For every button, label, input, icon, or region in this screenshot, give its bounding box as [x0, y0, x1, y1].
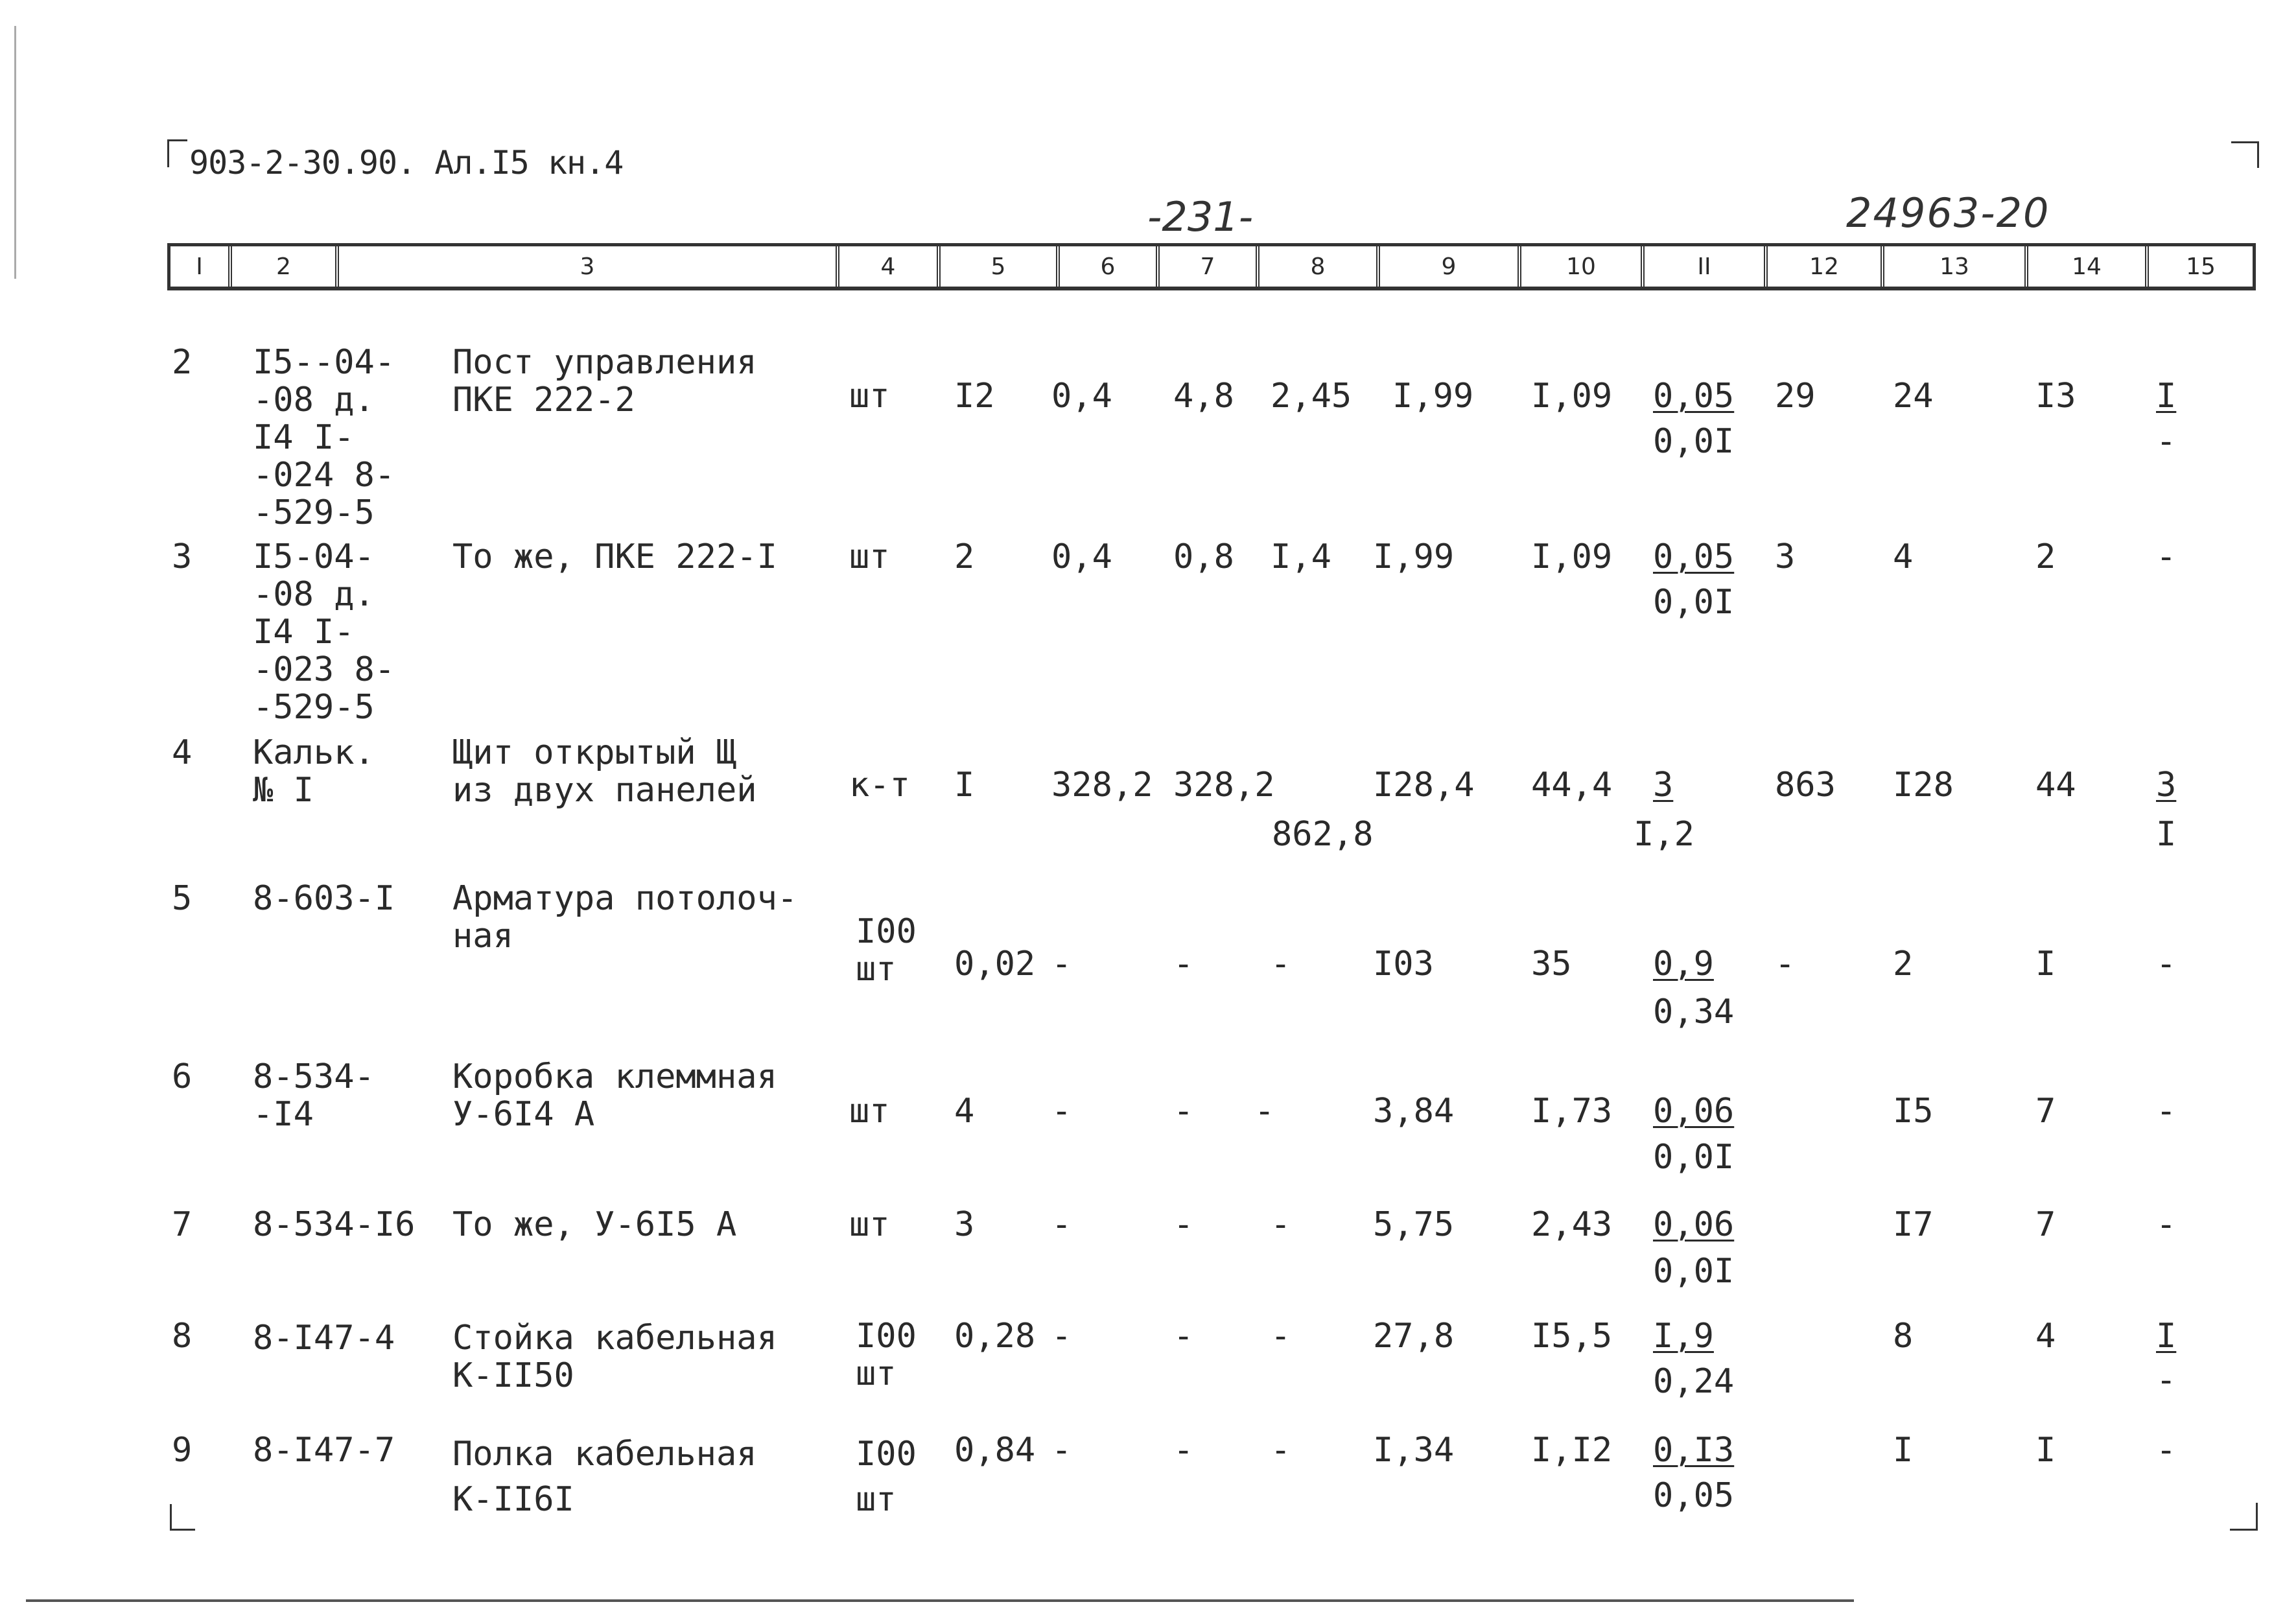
cell-c11-bottom: I,2	[1634, 815, 1694, 854]
column-header: 9	[1380, 246, 1521, 287]
row-number: 5	[172, 879, 193, 918]
column-header: 7	[1160, 246, 1260, 287]
unit: шт	[849, 1205, 890, 1244]
cell-c9: I,99	[1392, 377, 1474, 416]
cell-c8: I,4	[1271, 537, 1331, 576]
row-number: 7	[172, 1205, 193, 1244]
cell-c13: 24	[1893, 377, 1934, 416]
cell-c11-top: 0,06	[1653, 1092, 1735, 1131]
cell-c7: -	[1173, 1205, 1194, 1244]
cell-c8: -	[1271, 1205, 1291, 1244]
cell-c11-top: 0,I3	[1653, 1431, 1735, 1470]
row-number: 6	[172, 1057, 193, 1096]
cell-c11-bottom: 0,0I	[1653, 583, 1735, 622]
column-header: 5	[941, 246, 1060, 287]
column-header-row	[167, 243, 2256, 290]
cell-c15-top: -	[2156, 945, 2177, 983]
cell-c7: -	[1173, 1092, 1194, 1131]
corner-mark-top-right	[2231, 141, 2259, 168]
cell-c14: I	[2035, 945, 2056, 983]
row-number: 2	[172, 343, 193, 382]
unit: I00 шт	[856, 1317, 917, 1393]
cell-c15-top: 3	[2156, 766, 2177, 805]
cell-c11-bottom: 0,0I	[1653, 422, 1735, 461]
cell-c11-bottom: 0,0I	[1653, 1252, 1735, 1291]
column-header: 6	[1060, 246, 1160, 287]
cell-c11-bottom: 0,34	[1653, 993, 1735, 1031]
cell-c6: 0,4	[1051, 377, 1112, 416]
unit: шт	[849, 537, 890, 576]
column-header: 10	[1521, 246, 1645, 287]
item-name: Арматура потолоч- ная	[452, 879, 798, 956]
cell-c6: -	[1051, 1092, 1072, 1131]
cell-c14: 44	[2035, 766, 2076, 805]
norm-code: 8-534-I6	[253, 1205, 416, 1244]
cell-c5: 0,02	[954, 945, 1036, 983]
cell-c6: 0,4	[1051, 537, 1112, 576]
cell-c7: 328,2	[1173, 766, 1275, 805]
cell-c8: -	[1254, 1092, 1275, 1131]
cell-c13: I28	[1893, 766, 1954, 805]
corner-mark-bottom-left	[170, 1504, 195, 1531]
unit: к-т	[849, 766, 910, 805]
cell-c7: -	[1173, 1431, 1194, 1470]
cell-c15-top: -	[2156, 1092, 2177, 1131]
cell-c15-top: -	[2156, 1431, 2177, 1470]
cell-c15-bottom: I	[2156, 815, 2177, 854]
cell-c9: I,34	[1373, 1431, 1455, 1470]
cell-c5: 0,84	[954, 1431, 1036, 1470]
cell-c8: -	[1271, 1317, 1291, 1356]
column-header: 14	[2028, 246, 2149, 287]
cell-c15-bottom: -	[2156, 422, 2177, 461]
cell-c9: I28,4	[1373, 766, 1475, 805]
cell-c9: 27,8	[1373, 1317, 1455, 1356]
norm-code: 8-I47-7	[253, 1431, 395, 1470]
cell-c11-top: 0,05	[1653, 537, 1735, 576]
cell-c11-bottom: 0,24	[1653, 1362, 1735, 1401]
column-header: 2	[232, 246, 339, 287]
cell-c5: 4	[954, 1092, 975, 1131]
cell-c5: I2	[954, 377, 995, 416]
inventory-number: 24963-20	[1846, 189, 2050, 237]
cell-c10: 44,4	[1531, 766, 1613, 805]
cell-c6: -	[1051, 1431, 1072, 1470]
cell-c5: 2	[954, 537, 975, 576]
row-number: 9	[172, 1431, 193, 1470]
cell-c11-top: 0,06	[1653, 1205, 1735, 1244]
norm-code: I5--04- -08 д. I4 I- -024 8- -529-5	[253, 343, 395, 532]
norm-code: 8-534- -I4	[253, 1057, 375, 1134]
cell-c12: 3	[1775, 537, 1796, 576]
item-name: Щит открытый Щ из двух панелей	[452, 733, 757, 810]
cell-c7: 0,8	[1173, 537, 1234, 576]
cell-c7: -	[1173, 945, 1194, 983]
scan-edge-line	[14, 26, 16, 279]
document-code: 903-2-30.90. Ал.I5 кн.4	[189, 144, 624, 182]
norm-code: 8-603-I	[253, 879, 395, 918]
cell-c7: -	[1173, 1317, 1194, 1356]
cell-c6: -	[1051, 1317, 1072, 1356]
item-name: Пост управления ПКЕ 222-2	[452, 343, 757, 419]
cell-c5: I	[954, 766, 975, 805]
cell-c11-bottom: 0,0I	[1653, 1138, 1735, 1177]
norm-code: I5-04- -08 д. I4 I- -023 8- -529-5	[253, 537, 395, 727]
cell-c11-top: 0,9	[1653, 945, 1714, 983]
cell-c10: 2,43	[1531, 1205, 1613, 1244]
cell-c11-bottom: 0,05	[1653, 1476, 1735, 1515]
cell-c14: I	[2035, 1431, 2056, 1470]
cell-c9: I,99	[1373, 537, 1455, 576]
cell-c7: 4,8	[1173, 377, 1234, 416]
column-header: 4	[839, 246, 941, 287]
norm-code: 8-I47-4	[253, 1319, 395, 1358]
cell-c11-top: 0,05	[1653, 377, 1735, 416]
unit: шт	[849, 1092, 890, 1131]
item-name: Стойка кабельная К-II50	[452, 1319, 777, 1395]
column-header: I	[170, 246, 232, 287]
cell-c14: 4	[2035, 1317, 2056, 1356]
column-header: 3	[339, 246, 839, 287]
page-number: -231-	[1147, 193, 1254, 241]
item-name: Полка кабельная К-II6I	[452, 1435, 757, 1519]
cell-c8: -	[1271, 1431, 1291, 1470]
cell-c6: -	[1051, 1205, 1072, 1244]
row-number: 4	[172, 733, 193, 772]
column-header: 8	[1260, 246, 1380, 287]
unit: шт	[849, 377, 890, 416]
row-number: 3	[172, 537, 193, 576]
cell-c10: I,I2	[1531, 1431, 1613, 1470]
cell-c14: 2	[2035, 537, 2056, 576]
cell-c11-top: I,9	[1653, 1317, 1714, 1356]
row-number: 8	[172, 1317, 193, 1356]
cell-c14: 7	[2035, 1092, 2056, 1131]
cell-c10: 35	[1531, 945, 1572, 983]
cell-c8: 862,8	[1272, 815, 1374, 854]
unit: I00 шт	[856, 1435, 917, 1519]
cell-c9: 5,75	[1373, 1205, 1455, 1244]
norm-code: Кальк. № I	[253, 733, 375, 810]
cell-c6: 328,2	[1051, 766, 1153, 805]
cell-c8: 2,45	[1271, 377, 1352, 416]
item-name: Коробка клеммная У-6I4 А	[452, 1057, 777, 1134]
cell-c10: I,73	[1531, 1092, 1613, 1131]
cell-c15-top: I	[2156, 1317, 2177, 1356]
cell-c13: I5	[1893, 1092, 1934, 1131]
item-name: То же, У-6I5 А	[452, 1205, 737, 1244]
item-name: То же, ПКЕ 222-I	[452, 537, 777, 576]
cell-c15-top: -	[2156, 1205, 2177, 1244]
cell-c6: -	[1051, 945, 1072, 983]
column-header: 15	[2186, 253, 2216, 280]
cell-c12: 29	[1775, 377, 1816, 416]
cell-c13: 4	[1893, 537, 1914, 576]
cell-c9: 3,84	[1373, 1092, 1455, 1131]
cell-c11-top: 3	[1653, 766, 1674, 805]
column-header: 13	[1884, 246, 2028, 287]
cell-c14: 7	[2035, 1205, 2056, 1244]
cell-c9: I03	[1373, 945, 1434, 983]
cell-c12: 863	[1775, 766, 1836, 805]
cell-c10: I,09	[1531, 537, 1613, 576]
corner-mark-top-left	[167, 139, 187, 167]
unit: I00 шт	[856, 912, 917, 989]
cell-c15-top: I	[2156, 377, 2177, 416]
page-bottom-line	[26, 1599, 1854, 1602]
cell-c12: -	[1775, 945, 1796, 983]
cell-c13: 8	[1893, 1317, 1914, 1356]
cell-c10: I5,5	[1531, 1317, 1613, 1356]
column-header: II	[1645, 246, 1768, 287]
cell-c15-top: -	[2156, 537, 2177, 576]
cell-c13: I7	[1893, 1205, 1934, 1244]
cell-c13: I	[1893, 1431, 1914, 1470]
cell-c5: 0,28	[954, 1317, 1036, 1356]
cell-c8: -	[1271, 945, 1291, 983]
cell-c13: 2	[1893, 945, 1914, 983]
cell-c5: 3	[954, 1205, 975, 1244]
cell-c14: I3	[2035, 377, 2076, 416]
cell-c15-bottom: -	[2156, 1361, 2177, 1400]
cell-c10: I,09	[1531, 377, 1613, 416]
corner-mark-bottom-right	[2230, 1503, 2258, 1531]
column-header: 12	[1768, 246, 1884, 287]
